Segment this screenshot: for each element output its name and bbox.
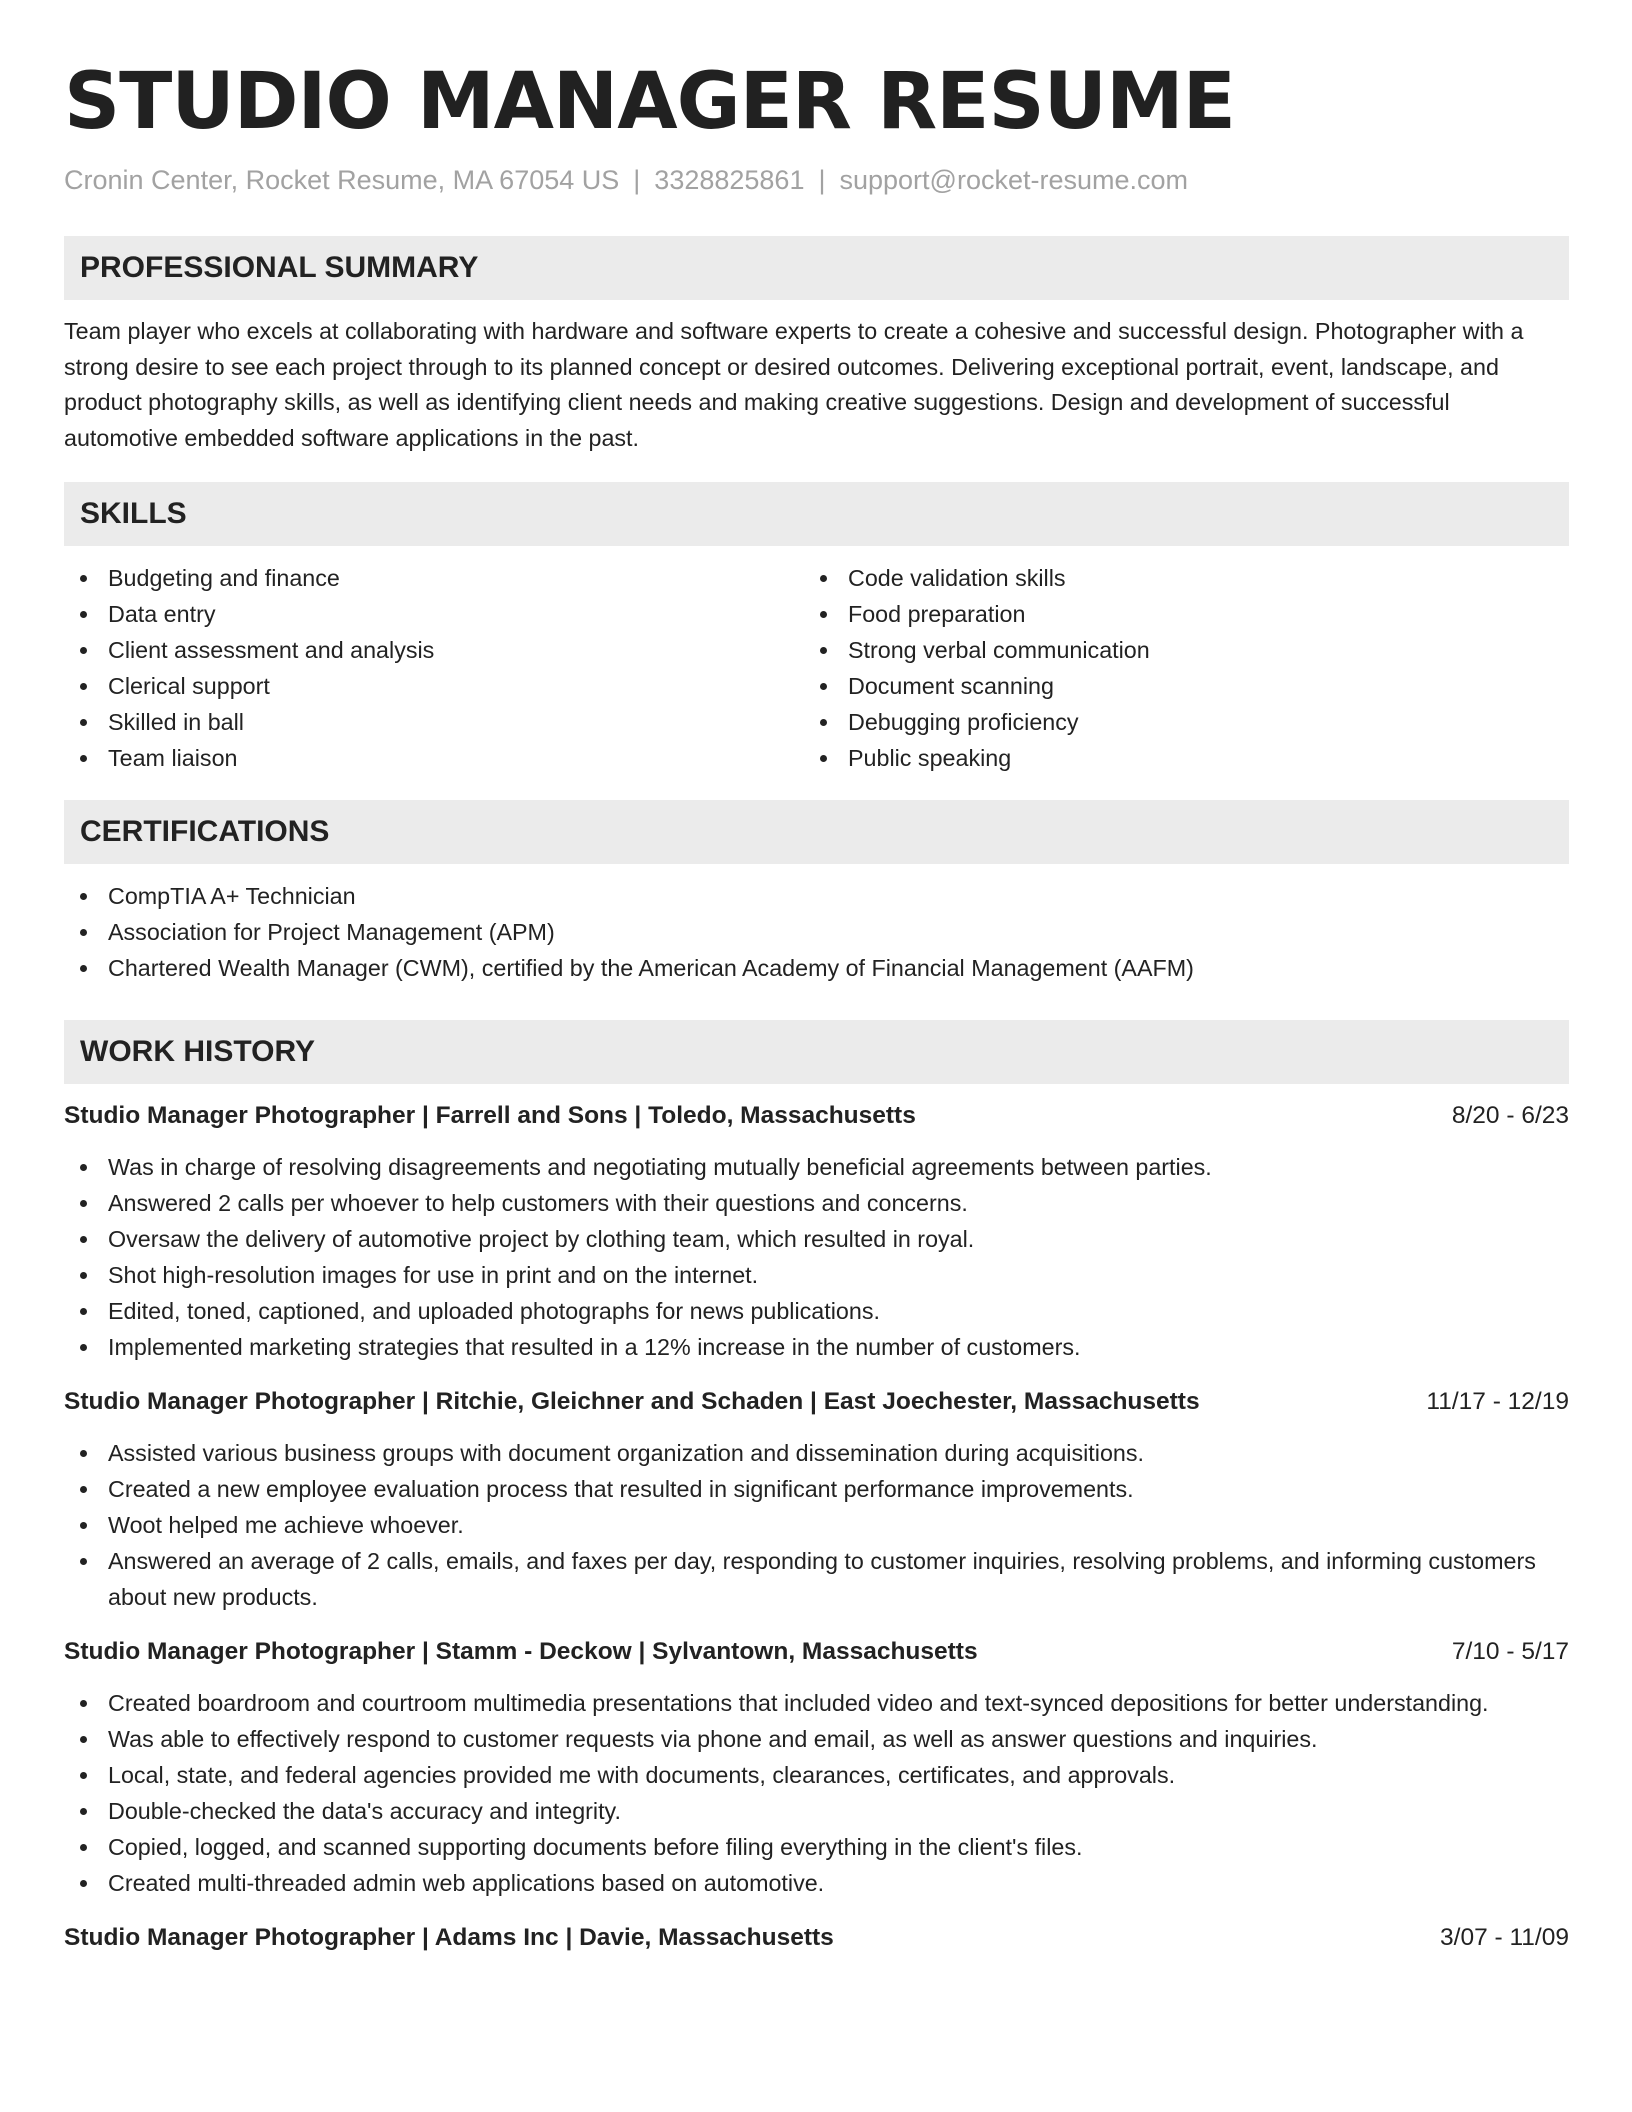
certification-item: Association for Project Management (APM)	[64, 914, 1569, 950]
job-header	[64, 1384, 1569, 1420]
contact-address: Cronin Center, Rocket Resume, MA 67054 US	[64, 165, 620, 195]
certification-item: Chartered Wealth Manager (CWM), certified by the American Academy of Financial Management (AAFM)	[64, 950, 1569, 986]
resume-title: STUDIO MANAGER RESUME	[64, 57, 1235, 147]
job-bullet: Oversaw the delivery of automotive project by clothing team, which resulted in royal.	[64, 1221, 1569, 1257]
job-bullet: Local, state, and federal agencies provided me with documents, clearances, certificates, and approvals.	[64, 1757, 1569, 1793]
skill-item: Team liaison	[64, 740, 804, 776]
contact-phone: 3328825861	[654, 165, 805, 195]
job-entry	[64, 1634, 1569, 1901]
skill-item: Budgeting and finance	[64, 560, 804, 596]
skill-item: Debugging proficiency	[804, 704, 1544, 740]
summary-heading: PROFESSIONAL SUMMARY	[64, 236, 1569, 300]
job-entry	[64, 1920, 1569, 1956]
work-history-heading: WORK HISTORY	[64, 1020, 1569, 1084]
skill-item: Document scanning	[804, 668, 1544, 704]
job-bullet: Created multi-threaded admin web applications based on automotive.	[64, 1865, 1569, 1901]
skill-item: Data entry	[64, 596, 804, 632]
job-bullet: Copied, logged, and scanned supporting documents before filing everything in the client's files.	[64, 1829, 1569, 1865]
job-dates: 3/07 - 11/09	[1440, 1924, 1569, 1951]
contact-email: support@rocket-resume.com	[839, 165, 1189, 195]
skill-item: Strong verbal communication	[804, 632, 1544, 668]
job-bullet: Assisted various business groups with document organization and dissemination during acquisitions.	[64, 1435, 1569, 1471]
job-bullet: Created a new employee evaluation process that resulted in significant performance improvements.	[64, 1471, 1569, 1507]
skill-item: Code validation skills	[804, 560, 1544, 596]
skills-list-left	[64, 560, 804, 776]
job-bullets	[64, 1149, 1569, 1365]
skill-item: Clerical support	[64, 668, 804, 704]
job-title: Studio Manager Photographer | Ritchie, Gleichner and Schaden | East Joechester, Massachusetts	[64, 1388, 1200, 1415]
job-bullet: Created boardroom and courtroom multimedia presentations that included video and text-synced depositions for better understanding.	[64, 1685, 1569, 1721]
job-bullets	[64, 1435, 1569, 1615]
job-bullet: Was in charge of resolving disagreements and negotiating mutually beneficial agreements between parties.	[64, 1149, 1569, 1185]
job-bullet: Woot helped me achieve whoever.	[64, 1507, 1569, 1543]
job-title: Studio Manager Photographer | Stamm - Deckow | Sylvantown, Massachusetts	[64, 1638, 978, 1665]
job-bullet: Implemented marketing strategies that resulted in a 12% increase in the number of customers.	[64, 1329, 1569, 1365]
skill-item: Client assessment and analysis	[64, 632, 804, 668]
job-entry	[64, 1098, 1569, 1365]
job-bullet: Answered an average of 2 calls, emails, and faxes per day, responding to customer inquiries, resolving problems, and informing customers about new products.	[64, 1543, 1569, 1615]
skill-item: Skilled in ball	[64, 704, 804, 740]
job-bullets	[64, 1685, 1569, 1901]
job-bullet: Double-checked the data's accuracy and integrity.	[64, 1793, 1569, 1829]
contact-separator: |	[818, 165, 826, 195]
job-dates: 11/17 - 12/19	[1426, 1388, 1569, 1415]
job-bullet: Was able to effectively respond to customer requests via phone and email, as well as answer questions and inquiries.	[64, 1721, 1569, 1757]
certification-item: CompTIA A+ Technician	[64, 878, 1569, 914]
skills-list-right	[804, 560, 1544, 776]
job-bullet: Edited, toned, captioned, and uploaded photographs for news publications.	[64, 1293, 1569, 1329]
job-dates: 7/10 - 5/17	[1451, 1638, 1569, 1665]
summary-text: Team player who excels at collaborating with hardware and software experts to create a cohesive and successful design. Photographer with a strong desire to see each project through to its planned concept or desired outcomes. Delivering exceptional portrait, event, landscape, and product photography skills, as well as identifying client needs and making creative suggestions. Design and development of successful automotive embedded software applications in the past.	[64, 318, 1524, 451]
job-header	[64, 1098, 1569, 1134]
certifications-heading: CERTIFICATIONS	[64, 800, 1569, 864]
skill-item: Food preparation	[804, 596, 1544, 632]
skill-item: Public speaking	[804, 740, 1544, 776]
job-header	[64, 1920, 1569, 1956]
contact-line	[64, 162, 1569, 198]
job-entry	[64, 1384, 1569, 1615]
job-title: Studio Manager Photographer | Farrell and Sons | Toledo, Massachusetts	[64, 1102, 916, 1129]
job-bullet: Shot high-resolution images for use in print and on the internet.	[64, 1257, 1569, 1293]
job-title: Studio Manager Photographer | Adams Inc | Davie, Massachusetts	[64, 1924, 834, 1951]
job-bullet: Answered 2 calls per whoever to help customers with their questions and concerns.	[64, 1185, 1569, 1221]
job-header	[64, 1634, 1569, 1670]
skills-grid	[64, 560, 1569, 776]
skills-heading: SKILLS	[64, 482, 1569, 546]
contact-separator: |	[633, 165, 641, 195]
job-dates: 8/20 - 6/23	[1451, 1102, 1569, 1129]
certifications-list	[64, 878, 1569, 986]
